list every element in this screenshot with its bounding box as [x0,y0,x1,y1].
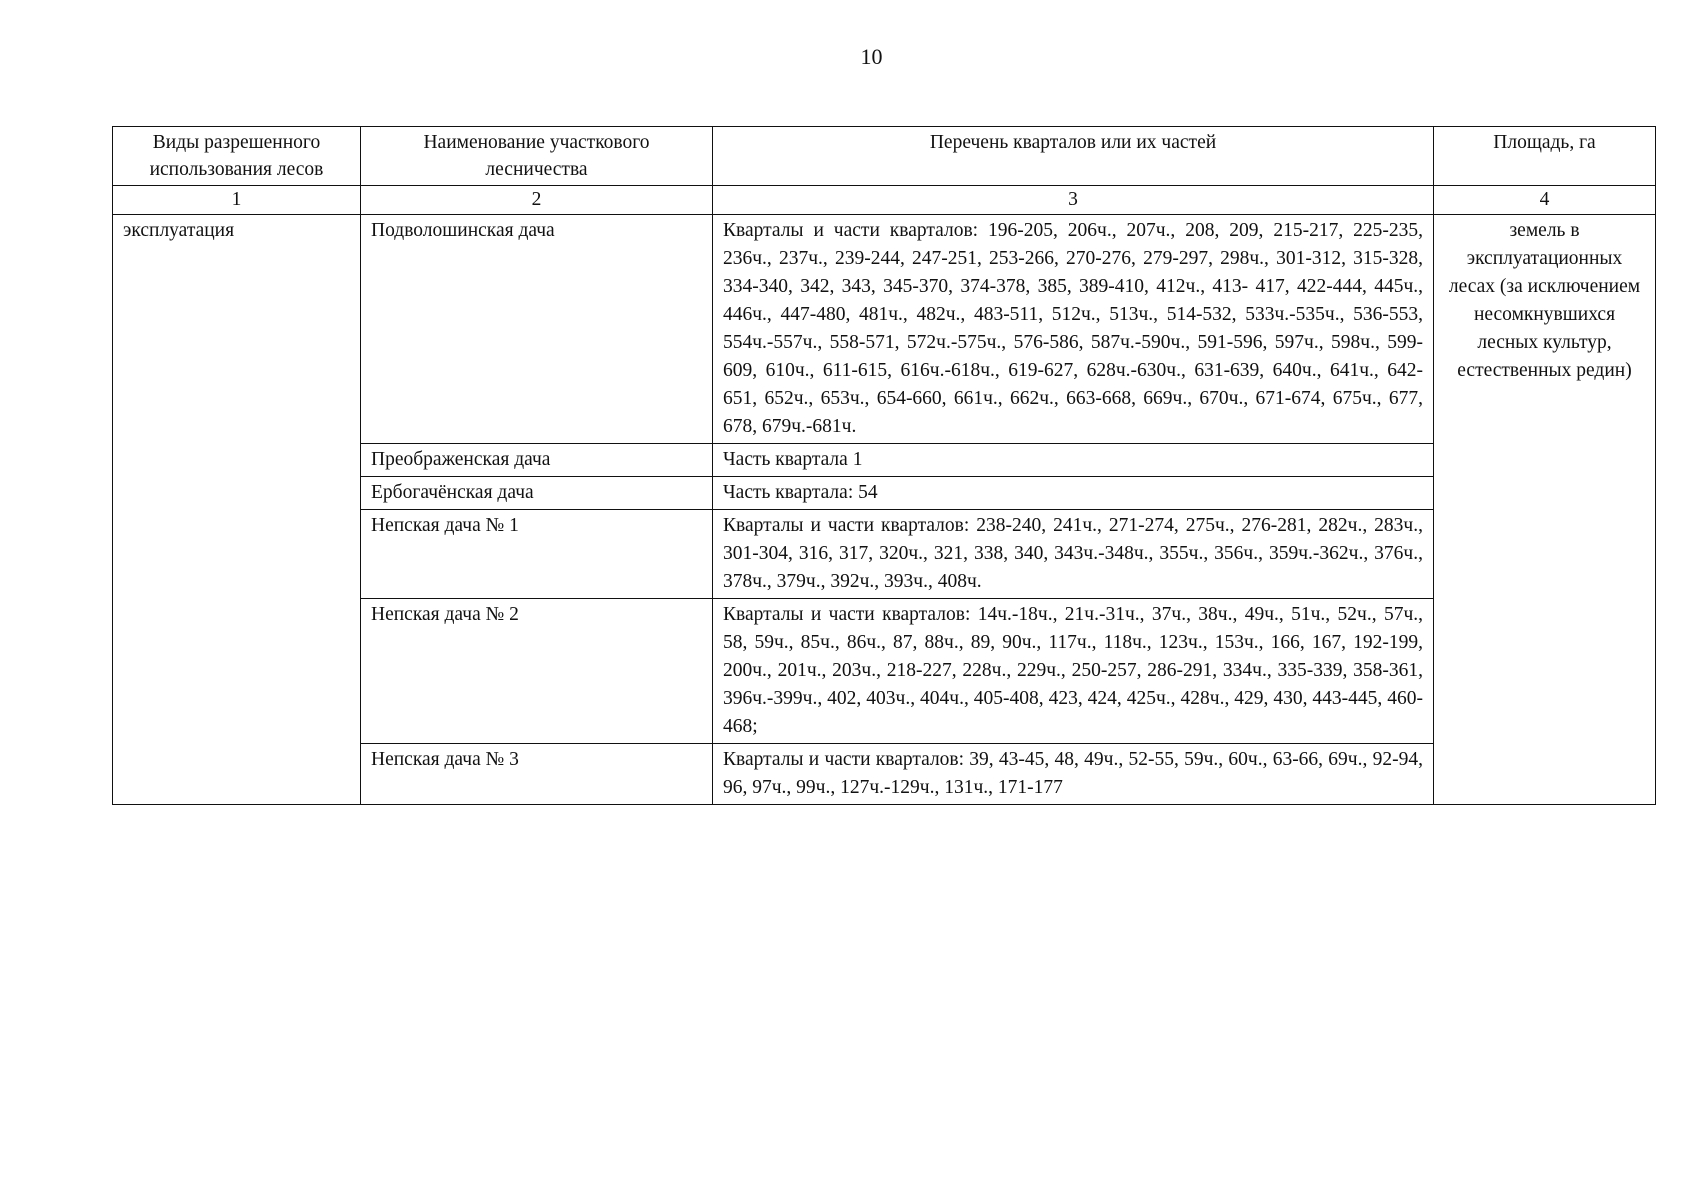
forestry-name-cell: Преображенская дача [361,444,713,477]
forestry-name-cell: Непская дача № 2 [361,599,713,744]
page-number: 10 [860,44,883,69]
table-row [113,215,1656,444]
forestry-name-cell: Непская дача № 3 [361,744,713,805]
forest-use-table [112,126,1656,805]
quarters-list-cell: Кварталы и части кварталов: 14ч.-18ч., 21ч.-31ч., 37ч., 38ч., 49ч., 51ч., 52ч., 57ч., 58, 59ч., 85ч., 86ч., 87, 88ч., 89, 90ч., 117ч., 118ч., 123ч., 153ч., 166, 167, 192-199, 200ч., 201ч., 203ч., 218-227, 228ч., 229ч., 250-257, 286-291, 334ч., 335-339, 358-361, 396ч.-399ч., 402, 403ч., 404ч., 405-408, 423, 424, 425ч., 428ч., 429, 430, 443-445, 460-468; [713,599,1434,744]
column-number: 4 [1434,186,1656,215]
table-header-row [113,127,1656,186]
header-forestry: Наименование участкового лесничества [361,127,713,186]
use-type-cell: эксплуатация [113,215,361,805]
forestry-name-cell: Непская дача № 1 [361,510,713,599]
area-cell: земель в эксплуатационных лесах (за исключением несомкнувшихся лесных культур, естественных редин) [1434,215,1656,805]
header-use-type: Виды разрешенного использования лесов [113,127,361,186]
quarters-list-cell: Часть квартала: 54 [713,477,1434,510]
header-quarters: Перечень кварталов или их частей [713,127,1434,186]
quarters-list-cell: Кварталы и части кварталов: 39, 43-45, 48, 49ч., 52-55, 59ч., 60ч., 63-66, 69ч., 92-94, 96, 97ч., 99ч., 127ч.-129ч., 131ч., 171-177 [713,744,1434,805]
header-area: Площадь, га [1434,127,1656,186]
table-body [113,215,1656,805]
quarters-list-cell: Часть квартала 1 [713,444,1434,477]
quarters-list-cell: Кварталы и части кварталов: 238-240, 241ч., 271-274, 275ч., 276-281, 282ч., 283ч., 301-304, 316, 317, 320ч., 321, 338, 340, 343ч.-348ч., 355ч., 356ч., 359ч.-362ч., 376ч., 378ч., 379ч., 392ч., 393ч., 408ч. [713,510,1434,599]
forestry-name-cell: Подволошинская дача [361,215,713,444]
forestry-name-cell: Ербогачёнская дача [361,477,713,510]
column-number: 2 [361,186,713,215]
column-number: 1 [113,186,361,215]
quarters-list-cell: Кварталы и части кварталов: 196-205, 206ч., 207ч., 208, 209, 215-217, 225-235, 236ч., 237ч., 239-244, 247-251, 253-266, 270-276, 279-297, 298ч., 301-312, 315-328, 334-340, 342, 343, 345-370, 374-378, 385, 389-410, 412ч., 413- 417, 422-444, 445ч., 446ч., 447-480, 481ч., 482ч., 483-511, 512ч., 513ч., 514-532, 533ч.-535ч., 536-553, 554ч.-557ч., 558-571, 572ч.-575ч., 576-586, 587ч.-590ч., 591-596, 597ч., 598ч., 599-609, 610ч., 611-615, 616ч.-618ч., 619-627, 628ч.-630ч., 631-639, 640ч., 641ч., 642-651, 652ч., 653ч., 654-660, 661ч., 662ч., 663-668, 669ч., 670ч., 671-674, 675ч., 677, 678, 679ч.-681ч. [713,215,1434,444]
column-number: 3 [713,186,1434,215]
column-number-row [113,186,1656,215]
